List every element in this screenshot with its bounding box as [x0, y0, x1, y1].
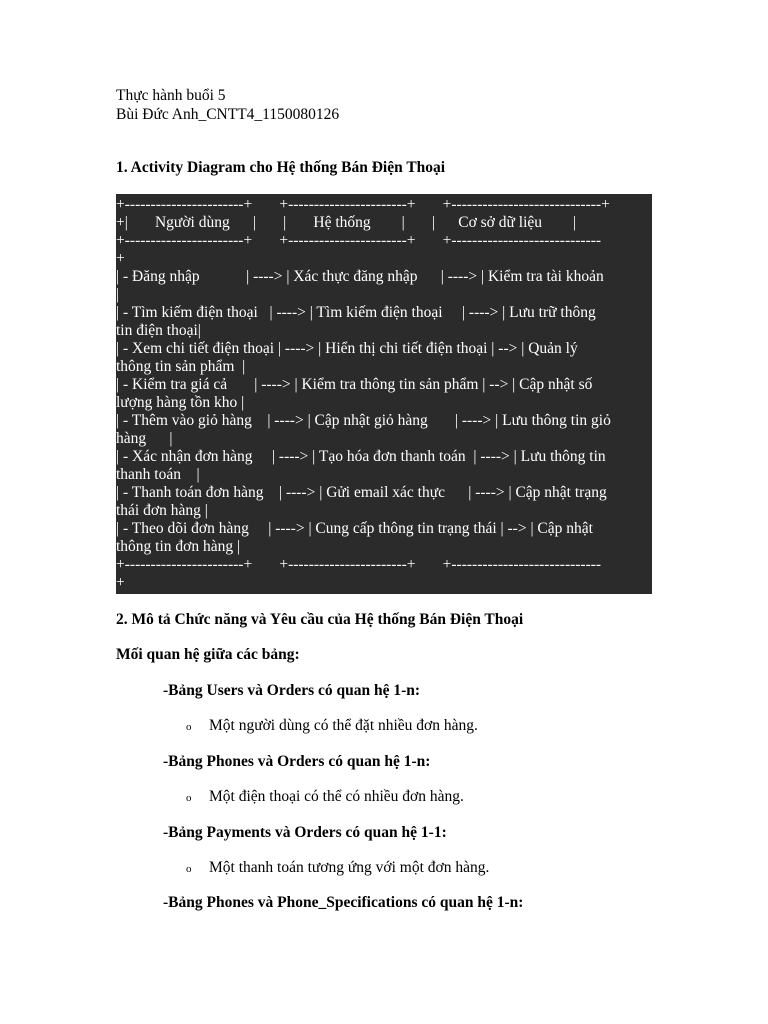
diagram-line: lượng hàng tồn kho |	[116, 394, 245, 411]
diagram-line: thông tin đơn hàng |	[116, 538, 241, 555]
relation-heading-payments-orders: -Bảng Payments và Orders có quan hệ 1-1:	[163, 824, 447, 841]
relation-bullet-users-orders: Một người dùng có thể đặt nhiều đơn hàng.	[209, 717, 478, 734]
relation-heading-phones-specifications: -Bảng Phones và Phone_Specifications có quan hệ 1-n:	[163, 894, 524, 911]
relation-heading-users-orders: -Bảng Users và Orders có quan hệ 1-n:	[163, 682, 421, 699]
section-1-title: 1. Activity Diagram cho Hệ thống Bán Điện Thoại	[116, 159, 446, 176]
header-line-1: Thực hành buổi 5	[116, 87, 226, 104]
bullet-circle-icon: o	[186, 792, 192, 804]
diagram-line: | - Thanh toán đơn hàng | ----> | Gửi email xác thực | ----> | Cập nhật trạng	[116, 484, 607, 501]
diagram-line: hàng |	[116, 430, 173, 447]
diagram-line: | - Tìm kiếm điện thoại | ----> | Tìm kiếm điện thoại | ----> | Lưu trữ thông	[116, 304, 596, 321]
diagram-line: thanh toán |	[116, 466, 200, 483]
diagram-line: +	[116, 250, 125, 267]
diagram-line: +	[116, 574, 125, 591]
diagram-line: | - Theo dõi đơn hàng | ----> | Cung cấp thông tin trạng thái | --> | Cập nhật	[116, 520, 593, 537]
diagram-line: | - Thêm vào giỏ hàng | ----> | Cập nhật giỏ hàng | ----> | Lưu thông tin giỏ	[116, 412, 611, 429]
diagram-line: | - Đăng nhập | ----> | Xác thực đăng nhập | ----> | Kiểm tra tài khoản	[116, 268, 604, 285]
diagram-line: +| Người dùng | | Hệ thống | | Cơ sở dữ liệu |	[116, 214, 577, 231]
relations-heading: Mối quan hệ giữa các bảng:	[116, 646, 300, 663]
diagram-line: | - Kiểm tra giá cả | ----> | Kiểm tra thông tin sản phẩm | --> | Cập nhật số	[116, 376, 593, 393]
relation-bullet-phones-orders: Một điện thoại có thể có nhiều đơn hàng.	[209, 788, 464, 805]
diagram-line: +-----------------------+ +-----------------------+ +-----------------------------	[116, 232, 602, 249]
diagram-line: thái đơn hàng |	[116, 502, 208, 519]
bullet-circle-icon: o	[186, 721, 192, 733]
section-2-title: 2. Mô tả Chức năng và Yêu cầu của Hệ thống Bán Điện Thoại	[116, 611, 524, 628]
diagram-line: +-----------------------+ +-----------------------+ +-----------------------------	[116, 556, 602, 573]
diagram-line: |	[116, 286, 120, 303]
header-line-2: Bùi Đức Anh_CNTT4_1150080126	[116, 106, 340, 123]
bullet-circle-icon: o	[186, 863, 192, 875]
diagram-line: | - Xác nhận đơn hàng | ----> | Tạo hóa đơn thanh toán | ----> | Lưu thông tin	[116, 448, 606, 465]
diagram-line: +-----------------------+ +-----------------------+ +-----------------------------+	[116, 196, 610, 213]
activity-diagram-block	[116, 194, 652, 594]
diagram-line: | - Xem chi tiết điện thoại | ----> | Hiển thị chi tiết điện thoại | --> | Quản lý	[116, 340, 578, 357]
diagram-line: tin điện thoại|	[116, 322, 201, 339]
diagram-line: thông tin sản phẩm |	[116, 358, 246, 375]
relation-heading-phones-orders: -Bảng Phones và Orders có quan hệ 1-n:	[163, 753, 431, 770]
relation-bullet-payments-orders: Một thanh toán tương ứng với một đơn hàng.	[209, 859, 490, 876]
